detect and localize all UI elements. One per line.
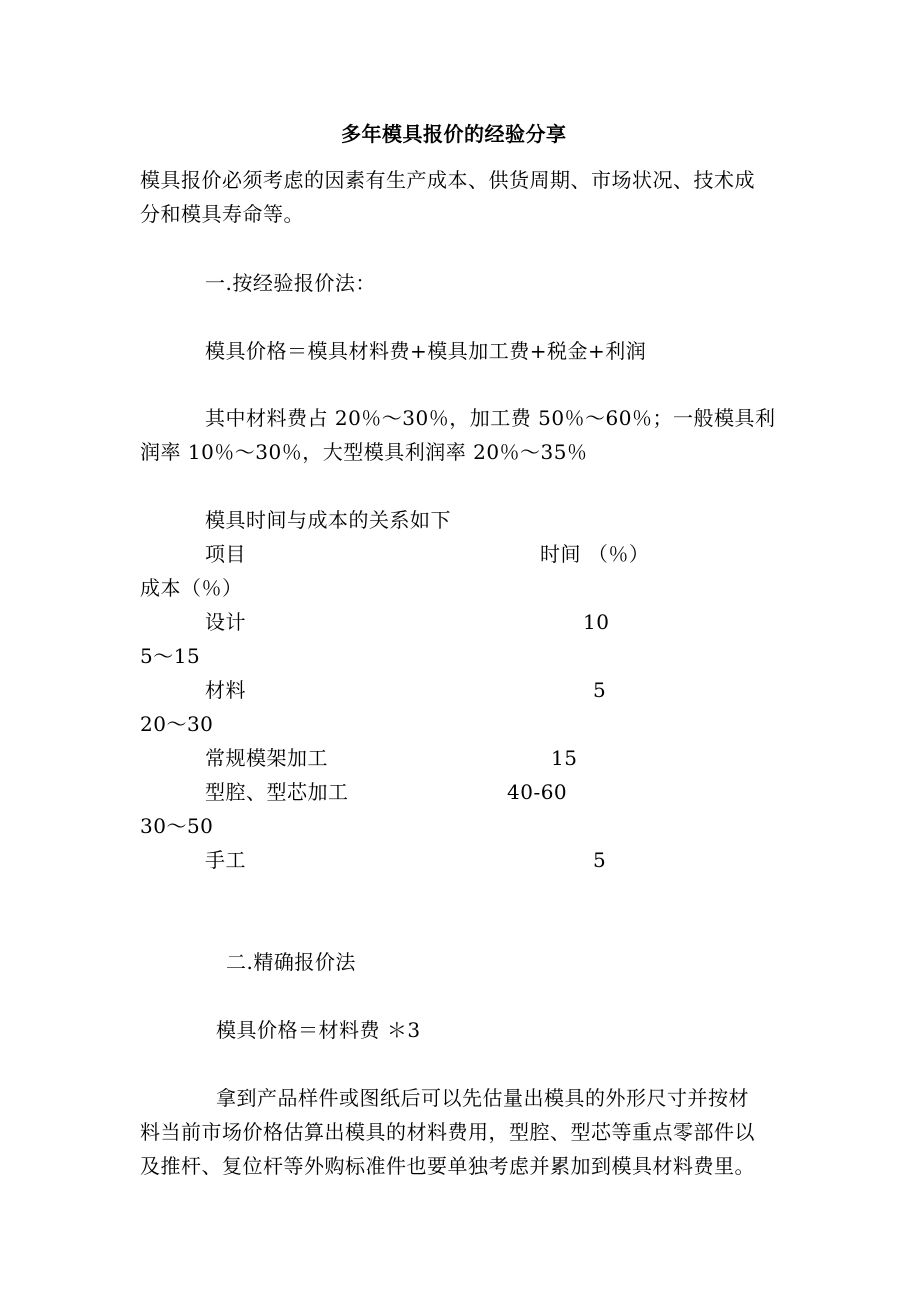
section-1-heading: 一.按经验报价法： <box>205 271 376 295</box>
para-line-1: 拿到产品样件或图纸后可以先估量出模具的外形尺寸并按材 <box>216 1086 749 1110</box>
row-time: 5 <box>593 678 607 702</box>
para-line-2: 料当前市场价格估算出模具的材料费用，型腔、型芯等重点零部件以 <box>140 1120 755 1144</box>
row-item: 常规模架加工 <box>205 746 328 770</box>
table-intro: 模具时间与成本的关系如下 <box>205 508 451 532</box>
ratio-line-2: 润率 10％～30％，大型模具利润率 20％～35％ <box>140 440 588 464</box>
header-item: 项目 <box>205 542 246 566</box>
row-item: 型腔、型芯加工 <box>205 780 349 804</box>
header-time: 时间 （％） <box>540 542 650 566</box>
row-time: 15 <box>551 746 578 770</box>
row-cost: 5～15 <box>140 644 201 668</box>
row-time: 40-60 <box>507 780 568 804</box>
row-item: 设计 <box>205 610 246 634</box>
row-item: 材料 <box>205 678 246 702</box>
row-time: 10 <box>583 610 610 634</box>
row-item: 手工 <box>205 848 246 872</box>
section-2-heading: 二.精确报价法 <box>226 950 356 974</box>
para-line-3: 及推杆、复位杆等外购标准件也要单独考虑并累加到模具材料费里。 <box>140 1154 755 1178</box>
section-2-formula: 模具价格＝材料费 ＊3 <box>216 1018 421 1042</box>
row-cost: 30～50 <box>140 814 214 838</box>
row-cost: 20～30 <box>140 712 214 736</box>
section-1-formula: 模具价格＝模具材料费+模具加工费+税金+利润 <box>205 339 647 363</box>
ratio-line-1: 其中材料费占 20％～30％，加工费 50％～60％；一般模具利 <box>205 406 776 430</box>
header-cost: 成本（％） <box>140 576 243 600</box>
row-time: 5 <box>593 848 607 872</box>
intro-line-1: 模具报价必须考虑的因素有生产成本、供货周期、市场状况、技术成 <box>140 168 755 192</box>
page-title: 多年模具报价的经验分享 <box>341 122 567 146</box>
intro-line-2: 分和模具寿命等。 <box>140 202 304 226</box>
